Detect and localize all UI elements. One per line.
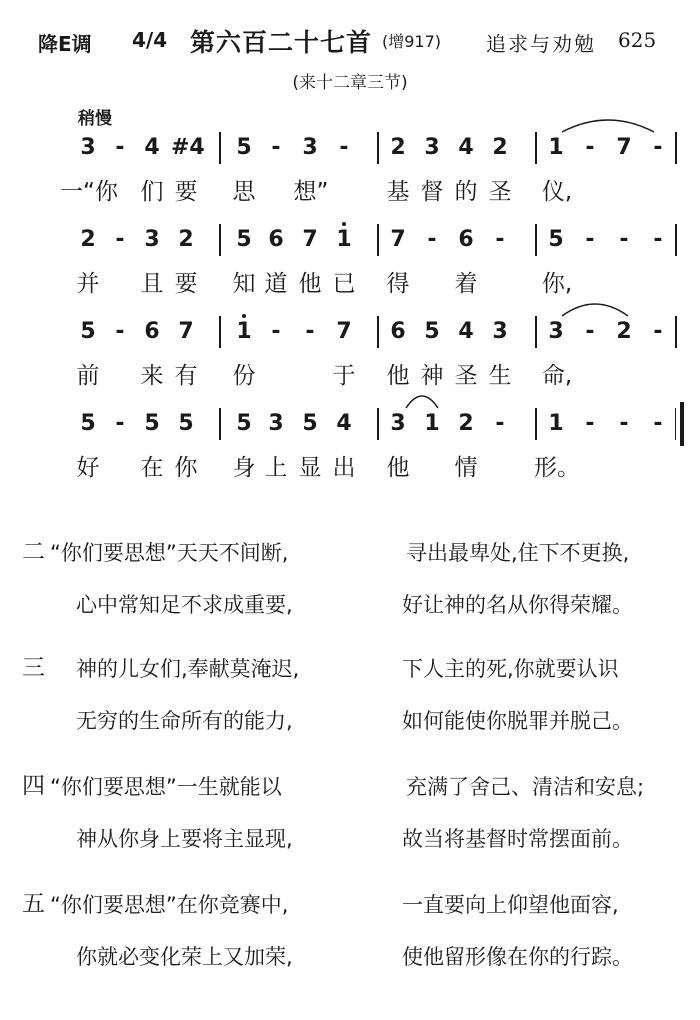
verse-line: 寻出最卑处,住下不更换,: [406, 541, 630, 565]
lyric-syllable: 你: [174, 455, 198, 481]
score-note: 4: [144, 135, 160, 160]
lyric-syllable: 份: [232, 363, 256, 389]
lyric-syllable: 得: [386, 271, 410, 297]
lyric-syllable: 已: [332, 271, 356, 297]
verse-line: 如何能使你脱罪并脱己。: [402, 709, 633, 733]
score-note: 2: [390, 135, 406, 160]
score-note: -: [585, 227, 595, 252]
verse-number: 二: [22, 539, 45, 565]
lyric-syllable: 仪,: [541, 179, 573, 205]
final-barline: [680, 402, 684, 446]
verse-line: 你就必变化荣上又加荣,: [76, 945, 293, 969]
score-note: -: [115, 411, 125, 436]
score-note: 7: [302, 227, 318, 252]
score-note: #4: [171, 135, 205, 160]
verse-line: 下人主的死,你就要认识: [402, 657, 619, 681]
score-line: [0, 132, 700, 228]
score-note: -: [653, 227, 663, 252]
lyric-syllable: 有: [174, 363, 198, 389]
key-signature: 降E调: [38, 32, 92, 56]
score-note: 6: [268, 227, 284, 252]
lyric-syllable: 们: [140, 179, 164, 205]
lyric-syllable: 想”: [293, 179, 329, 205]
score-note: 7: [336, 319, 352, 344]
verse-line: 使他留形像在你的行踪。: [402, 945, 633, 969]
verse-line: 神从你身上要将主显现,: [76, 827, 293, 851]
lyric-syllable: 出: [332, 455, 356, 481]
barline: [535, 408, 537, 440]
score-note: 5: [80, 411, 96, 436]
lyric-syllable: 基: [386, 179, 410, 205]
verse-number: 五: [22, 891, 45, 917]
barline: [535, 132, 537, 164]
score-note: 1: [548, 135, 564, 160]
lyric-syllable: 他: [298, 271, 322, 297]
verse-line: 神的儿女们,奉献莫淹迟,: [76, 657, 300, 681]
barline: [377, 132, 379, 164]
barline: [377, 408, 379, 440]
lyric-syllable: 形。: [534, 455, 580, 481]
page-number: 625: [618, 28, 657, 52]
lyric-syllable: 显: [298, 455, 322, 481]
hymn-header: [0, 22, 700, 62]
scripture-reference: (来十二章三节): [292, 73, 408, 93]
slur-mark: [560, 114, 656, 134]
score-note: -: [427, 227, 437, 252]
verse-line: 无穷的生命所有的能力,: [76, 709, 293, 733]
score-note: 3: [144, 227, 160, 252]
lyric-syllable: 生: [488, 363, 512, 389]
score-note: 1: [236, 319, 252, 344]
score-note: 1: [424, 411, 440, 436]
lyric-syllable: 知: [232, 271, 256, 297]
verse-line: 一直要向上仰望他面容,: [402, 893, 619, 917]
score-line: [0, 316, 700, 412]
verse-number: 四: [22, 773, 45, 799]
score-note: -: [115, 319, 125, 344]
score-note: 5: [548, 227, 564, 252]
score-note: 2: [178, 227, 194, 252]
tempo-marking: 稍慢: [78, 109, 112, 129]
score-note: 6: [458, 227, 474, 252]
barline: [675, 132, 677, 164]
score-note: 2: [616, 319, 632, 344]
barline: [535, 224, 537, 256]
score-line: [0, 408, 700, 504]
lyric-syllable: 他: [386, 363, 410, 389]
score-note: -: [653, 135, 663, 160]
octave-dot: [342, 222, 346, 226]
barline: [675, 316, 677, 348]
lyric-syllable: 命,: [541, 363, 573, 389]
score-note: 4: [458, 135, 474, 160]
slur-mark: [560, 298, 630, 318]
score-note: 6: [144, 319, 160, 344]
lyric-syllable: 督: [420, 179, 444, 205]
score-note: 5: [178, 411, 194, 436]
score-note: 5: [424, 319, 440, 344]
score-note: -: [271, 319, 281, 344]
lyric-syllable: 前: [76, 363, 100, 389]
score-note: -: [585, 411, 595, 436]
score-note: 3: [492, 319, 508, 344]
verse-line: 好让神的名从你得荣耀。: [402, 593, 633, 617]
lyric-syllable: 圣: [488, 179, 512, 205]
score-note: 7: [390, 227, 406, 252]
lyric-syllable: 身: [232, 455, 256, 481]
lyric-syllable: 情: [454, 455, 478, 481]
lyric-syllable: 并: [76, 271, 100, 297]
barline: [675, 408, 676, 440]
score-note: -: [585, 319, 595, 344]
score-note: -: [305, 319, 315, 344]
verse-line: “你们要思想”一生就能以: [50, 775, 282, 799]
score-note: 7: [616, 135, 632, 160]
lyric-syllable: 来: [140, 363, 164, 389]
barline: [219, 224, 221, 256]
score-note: 3: [302, 135, 318, 160]
score-note: 3: [390, 411, 406, 436]
score-note: 3: [548, 319, 564, 344]
lyric-syllable: 要: [174, 271, 198, 297]
lyric-syllable: 的: [454, 179, 478, 205]
verse-line: “你们要思想”在你竞赛中,: [50, 893, 289, 917]
lyric-syllable: 圣: [454, 363, 478, 389]
barline: [219, 316, 221, 348]
score-note: 1: [548, 411, 564, 436]
verse-line: 充满了舍己、清洁和安息;: [406, 775, 645, 799]
octave-dot: [242, 314, 246, 318]
lyric-syllable: 要: [174, 179, 198, 205]
lyric-syllable: 你,: [541, 271, 573, 297]
verse-line: “你们要思想”天天不间断,: [50, 541, 289, 565]
score-note: -: [495, 411, 505, 436]
verse-line: 故当将基督时常摆面前。: [402, 827, 633, 851]
verse-number: 三: [22, 655, 45, 681]
slur-mark: [404, 390, 440, 410]
barline: [535, 316, 537, 348]
supplement-number: (增917): [382, 32, 442, 51]
score-note: 2: [80, 227, 96, 252]
score-note: -: [271, 135, 281, 160]
lyric-syllable: 于: [332, 363, 356, 389]
score-note: -: [339, 135, 349, 160]
lyric-syllable: 在: [140, 455, 164, 481]
score-note: -: [115, 227, 125, 252]
lyric-syllable: 上: [264, 455, 288, 481]
lyric-syllable: 着: [454, 271, 478, 297]
score-note: -: [653, 411, 663, 436]
lyric-syllable: 道: [264, 271, 288, 297]
score-note: 3: [80, 135, 96, 160]
score-note: 7: [178, 319, 194, 344]
score-note: -: [495, 227, 505, 252]
barline: [377, 316, 379, 348]
score-note: 2: [492, 135, 508, 160]
hymn-number: 第六百二十七首: [190, 28, 373, 57]
score-note: -: [653, 319, 663, 344]
score-note: 5: [236, 227, 252, 252]
score-note: 3: [268, 411, 284, 436]
barline: [219, 408, 221, 440]
score-note: 2: [458, 411, 474, 436]
score-note: 1: [336, 227, 352, 252]
lyric-syllable: 一“你: [60, 179, 118, 205]
lyric-syllable: 神: [420, 363, 444, 389]
lyric-syllable: 好: [76, 455, 100, 481]
score-note: 4: [458, 319, 474, 344]
score-note: -: [115, 135, 125, 160]
time-signature: 4/4: [132, 28, 168, 52]
score-note: 5: [236, 135, 252, 160]
score-note: 5: [80, 319, 96, 344]
lyric-syllable: 思: [232, 179, 256, 205]
score-note: -: [619, 411, 629, 436]
score-note: -: [585, 135, 595, 160]
barline: [675, 224, 677, 256]
score-note: 5: [302, 411, 318, 436]
hymn-category-title: 追求与劝勉: [486, 32, 596, 56]
lyric-syllable: 且: [140, 271, 164, 297]
score-note: 5: [144, 411, 160, 436]
lyric-syllable: 他: [386, 455, 410, 481]
score-note: 3: [424, 135, 440, 160]
barline: [219, 132, 221, 164]
score-note: 5: [236, 411, 252, 436]
score-note: 4: [336, 411, 352, 436]
barline: [377, 224, 379, 256]
score-note: -: [619, 227, 629, 252]
score-note: 6: [390, 319, 406, 344]
verse-line: 心中常知足不求成重要,: [76, 593, 293, 617]
